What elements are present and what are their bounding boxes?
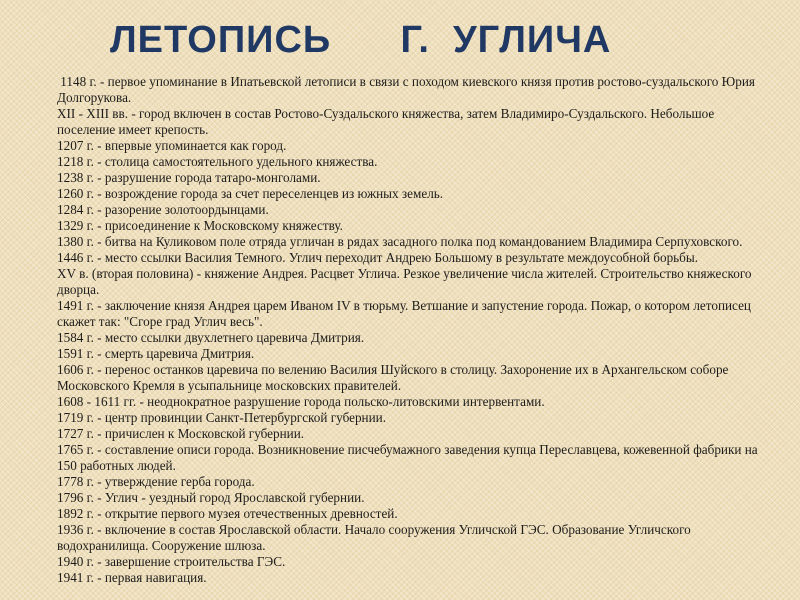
timeline-entry: 1380 г. - битва на Куликовом поле отряда угличан в рядах засадного полка под командованием Владимира Серпуховского.: [57, 233, 743, 249]
timeline-entry: 1218 г. - столица самостоятельного удельного княжества.: [57, 153, 378, 169]
timeline: [57, 74, 774, 586]
timeline-entry: 1606 г. - перенос останков царевича по велению Василия Шуйского в столицу. Захоронение их в Архангельском соборе Московского Кремля в усыпальнице московских правителей.: [57, 361, 732, 393]
timeline-entry: 1765 г. - составление описи города. Возникновение писчебумажного заведения купца Переславцева, кожевенной фабрики на 150 работных людей.: [57, 441, 761, 473]
timeline-entry: 1940 г. - завершение строительства ГЭС.: [57, 553, 286, 569]
timeline-entry: 1727 г. - причислен к Московской губернии.: [57, 425, 305, 441]
timeline-entry: 1778 г. - утверждение герба города.: [57, 473, 255, 489]
timeline-entry: XV в. (вторая половина) - княжение Андрея. Расцвет Углича. Резкое увеличение числа жителей. Строительство княжеского дворца.: [57, 265, 755, 297]
timeline-entry: 1260 г. - возрождение города за счет переселенцев из южных земель.: [57, 185, 444, 201]
timeline-entry: 1491 г. - заключение князя Андрея царем Иваном IV в тюрьму. Ветшание и запустение города. Пожар, о котором летописец скажет так: "Сгоре град Углич весь".: [57, 297, 755, 329]
timeline-entry: 1148 г. - первое упоминание в Ипатьевской летописи в связи с походом киевского князя против ростово-суздальского Юрия Долгорукова.: [57, 73, 759, 105]
timeline-entry: 1941 г. - первая навигация.: [57, 569, 207, 585]
timeline-entry: 1796 г. - Углич - уездный город Ярославской губернии.: [57, 489, 365, 505]
timeline-entry: 1892 г. - открытие первого музея отечественных древностей.: [57, 505, 398, 521]
timeline-entry: 1584 г. - место ссылки двухлетнего царевича Дмитрия.: [57, 329, 365, 345]
timeline-entry: XII - XIII вв. - город включен в состав Ростово-Суздальского княжества, затем Владимиро-Суздальского. Небольшое поселение имеет крепость.: [57, 105, 718, 137]
timeline-entry: 1936 г. - включение в состав Ярославской области. Начало сооружения Угличской ГЭС. Образование Угличского водохранилища. Сооружение шлюза.: [57, 521, 695, 553]
timeline-entry: 1719 г. - центр провинции Санкт-Петербургской губернии.: [57, 409, 387, 425]
timeline-entry: 1238 г. - разрушение города татаро-монголами.: [57, 169, 321, 185]
timeline-entry: 1608 - 1611 гг. - неоднократное разрушение города польско-литовскими интервентами.: [57, 393, 545, 409]
timeline-entry: 1446 г. - место ссылки Василия Темного. Углич переходит Андрею Большому в результате междоусобной борьбы.: [57, 249, 699, 265]
timeline-entry: 1591 г. - смерть царевича Дмитрия.: [57, 345, 255, 361]
timeline-entry: 1284 г. - разорение золотоордынцами.: [57, 201, 269, 217]
timeline-entry: 1329 г. - присоединение к Московскому княжеству.: [57, 217, 343, 233]
slide-title: ЛЕТОПИСЬ Г. УГЛИЧА: [110, 19, 612, 61]
timeline-entry: 1207 г. - впервые упоминается как город.: [57, 137, 287, 153]
